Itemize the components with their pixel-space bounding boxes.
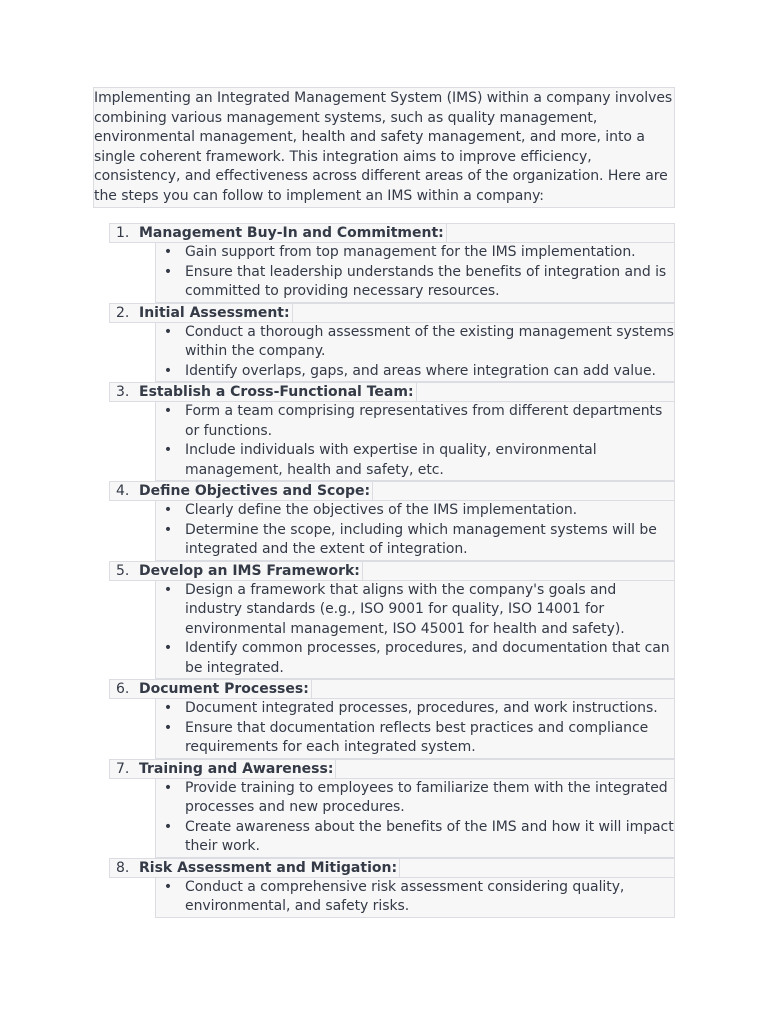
list-item	[156, 779, 674, 818]
bullet-icon: •	[163, 640, 173, 656]
step-number: 2.	[116, 304, 130, 321]
step-item	[109, 759, 675, 858]
bullet-text: Form a team comprising representatives from different departments or functions.	[185, 403, 663, 439]
list-item	[156, 441, 674, 480]
step-title: Document Processes:	[139, 680, 312, 699]
list-item	[156, 263, 674, 302]
bullet-text: Determine the scope, including which management systems will be integrated and the extent of integration.	[185, 521, 657, 557]
bullet-text: Identify overlaps, gaps, and areas where integration can add value.	[185, 362, 656, 379]
intro-paragraph: Implementing an Integrated Management System (IMS) within a company involves combining various management systems, such as quality management, environmental management, health and safety management, and more, into a single coherent framework. This integration aims to improve efficiency, consistency, and effectiveness across different areas of the organization. Here are the steps you can follow to implement an IMS within a company:	[93, 87, 675, 208]
step-bullet-list	[155, 501, 675, 561]
step-title: Establish a Cross-Functional Team:	[139, 383, 417, 402]
step-title: Define Objectives and Scope:	[139, 482, 373, 501]
step-item	[109, 382, 675, 481]
step-bullet-list	[155, 779, 675, 858]
step-bullet-list	[155, 878, 675, 918]
bullet-text: Identify common processes, procedures, and documentation that can be integrated.	[185, 640, 670, 676]
bullet-text: Conduct a thorough assessment of the existing management systems within the company.	[185, 323, 674, 359]
bullet-icon: •	[163, 700, 173, 716]
bullet-text: Conduct a comprehensive risk assessment considering quality, environmental, and safety risks.	[185, 878, 625, 914]
step-bullet-list	[155, 243, 675, 303]
bullet-text: Include individuals with expertise in quality, environmental management, health and safety, etc.	[185, 442, 597, 478]
step-number: 1.	[116, 225, 130, 241]
bullet-icon: •	[163, 779, 173, 796]
step-heading	[109, 481, 675, 501]
step-item	[109, 679, 675, 759]
step-title: Risk Assessment and Mitigation:	[139, 859, 400, 878]
list-item	[156, 521, 674, 560]
step-title: Develop an IMS Framework:	[139, 562, 363, 581]
list-item	[156, 501, 674, 521]
bullet-text: Create awareness about the benefits of the IMS and how it will impact their work.	[185, 818, 674, 854]
step-heading	[109, 759, 675, 779]
bullet-icon: •	[163, 323, 173, 340]
list-item	[156, 818, 674, 857]
bullet-icon: •	[163, 362, 173, 379]
bullet-icon: •	[163, 244, 173, 260]
step-heading	[109, 303, 675, 323]
bullet-text: Provide training to employees to familiarize them with the integrated processes and new procedures.	[185, 779, 668, 815]
list-item	[156, 878, 674, 917]
bullet-icon: •	[163, 878, 173, 895]
bullet-text: Document integrated processes, procedures, and work instructions.	[185, 700, 658, 716]
step-number: 6.	[116, 681, 130, 697]
bullet-icon: •	[163, 521, 173, 538]
list-item	[156, 243, 674, 263]
bullet-icon: •	[163, 581, 173, 598]
bullet-icon: •	[163, 818, 173, 835]
list-item	[156, 581, 674, 640]
step-bullet-list	[155, 402, 675, 481]
step-item	[109, 303, 675, 383]
bullet-icon: •	[163, 502, 173, 518]
step-item	[109, 481, 675, 561]
step-bullet-list	[155, 699, 675, 759]
list-item	[156, 699, 674, 719]
list-item	[156, 362, 674, 382]
step-item	[109, 561, 675, 680]
step-number: 7.	[116, 760, 130, 777]
list-item	[156, 719, 674, 758]
list-item	[156, 402, 674, 441]
bullet-text: Clearly define the objectives of the IMS implementation.	[185, 502, 578, 518]
step-number: 3.	[116, 384, 130, 400]
step-heading	[109, 223, 675, 243]
step-heading	[109, 858, 675, 878]
step-item	[109, 223, 675, 303]
bullet-text: Design a framework that aligns with the company's goals and industry standards (e.g., ISO 9001 for quality, ISO 14001 for environmental management, ISO 45001 for health and safety).	[185, 581, 625, 637]
bullet-icon: •	[163, 403, 173, 419]
step-heading	[109, 561, 675, 581]
bullet-icon: •	[163, 442, 173, 458]
list-item	[156, 639, 674, 678]
step-title: Initial Assessment:	[139, 304, 293, 323]
bullet-text: Gain support from top management for the IMS implementation.	[185, 244, 636, 260]
step-item	[109, 858, 675, 918]
bullet-icon: •	[163, 263, 173, 280]
step-title: Training and Awareness:	[139, 760, 336, 779]
step-number: 4.	[116, 483, 130, 499]
step-title: Management Buy-In and Commitment:	[139, 224, 447, 243]
step-bullet-list	[155, 323, 675, 383]
step-heading	[109, 382, 675, 402]
steps-list	[109, 223, 675, 918]
step-number: 5.	[116, 562, 130, 579]
bullet-icon: •	[163, 719, 173, 736]
bullet-text: Ensure that leadership understands the benefits of integration and is committed to providing necessary resources.	[185, 263, 667, 299]
list-item	[156, 323, 674, 362]
bullet-text: Ensure that documentation reflects best practices and compliance requirements for each integrated system.	[185, 719, 649, 755]
step-heading	[109, 679, 675, 699]
step-number: 8.	[116, 859, 130, 876]
step-bullet-list	[155, 581, 675, 680]
